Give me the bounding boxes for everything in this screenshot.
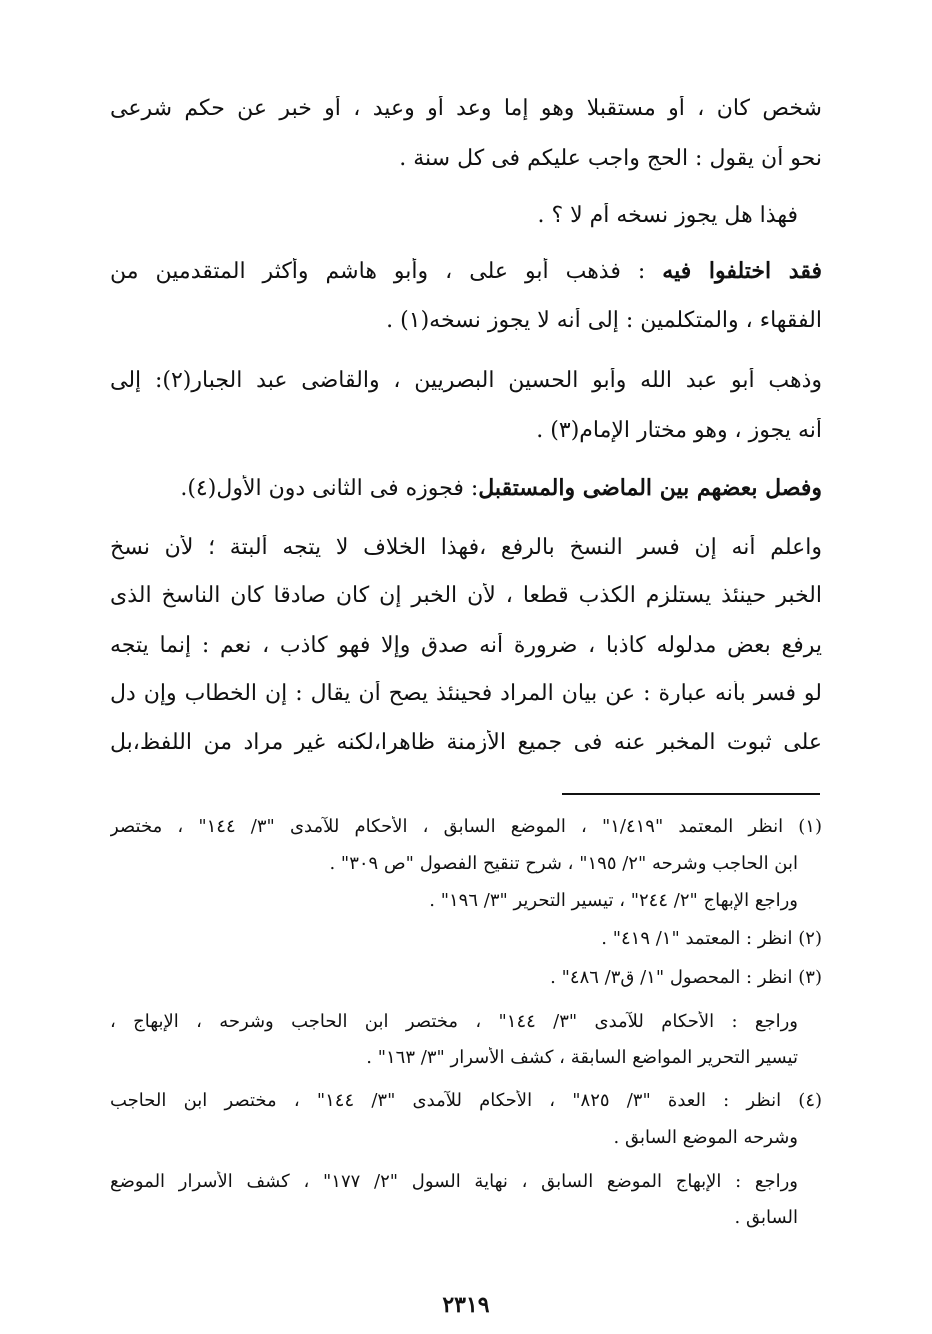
body-line-3: فهذا هل يجوز نسخه أم لا ؟ . <box>537 203 798 228</box>
page-number: ٢٣١٩ <box>442 1292 490 1318</box>
body-line-2: نحو أن يقول : الحج واجب عليكم فى كل سنة . <box>399 146 822 171</box>
bold-lead-text: فقد اختلفوا فيه <box>662 258 822 284</box>
footnote-line-8: (٤) انظر : العدة "٣/ ٨٢٥" ، الأحكام للآمدى "٣/ ١٤٤" ، مختصر ابن الحاجب <box>110 1090 822 1111</box>
body-line-9: واعلم أنه إن فسر النسخ بالرفع ،فهذا الخلاف لا يتجه ألبتة ؛ لأن نسخ <box>110 535 822 560</box>
body-line-13: على ثبوت المخبر عنه فى جميع الأزمنة ظاهرا،لكنه غير مراد من اللفظ،بل <box>110 730 822 755</box>
footnote-line-5: (٣) انظر : المحصول "١/ ق٣/ ٤٨٦" . <box>550 967 822 988</box>
footnote-separator <box>562 793 820 795</box>
lead-rest-text: : فجوزه فى الثانى دون الأول(٤). <box>180 476 479 501</box>
body-line-4 <box>110 258 822 285</box>
body-line-1: شخص كان ، أو مستقبلا وهو إما وعد أو وعيد ، أو خبر عن حكم شرعى <box>110 96 822 121</box>
footnote-line-3: وراجع الإبهاج "٢/ ٢٤٤" ، تيسير التحرير "٣/ ١٩٦" . <box>429 890 798 911</box>
body-line-12: لو فسر بأنه عبارة : عن بيان المراد فحينئذ يصح أن يقال : إن الخطاب وإن دل <box>110 681 822 706</box>
footnote-line-10: وراجع : الإبهاج الموضع السابق ، نهاية السول "٢/ ١٧٧" ، كشف الأسرار الموضع <box>110 1171 798 1192</box>
body-line-11: يرفع بعض مدلوله كاذبا ، ضرورة أنه صدق وإلا فهو كاذب ، نعم : إنما يتجه <box>110 633 822 658</box>
body-line-5: الفقهاء ، والمتكلمين : إلى أنه لا يجوز نسخه(١) . <box>386 308 822 333</box>
footnote-line-6: وراجع : الأحكام للآمدى "٣/ ١٤٤" ، مختصر ابن الحاجب وشرحه ، الإبهاج ، <box>110 1011 798 1032</box>
footnote-line-9: وشرحه الموضع السابق . <box>613 1127 798 1148</box>
footnote-line-2: ابن الحاجب وشرحه "٢/ ١٩٥" ، شرح تنقيح الفصول "ص ٣٠٩" . <box>329 853 798 874</box>
body-line-10: الخبر حينئذ يستلزم الكذب قطعا ، لأن الخبر إن كان صادقا كان الناسخ الذى <box>110 583 822 608</box>
lead-rest-text: : فذهب أبو على ، وأبو هاشم وأكثر المتقدمين من <box>110 259 663 284</box>
body-line-8 <box>110 475 822 502</box>
footnote-line-7: تيسير التحرير المواضع السابقة ، كشف الأسرار "٣/ ١٦٣" . <box>366 1047 798 1068</box>
bold-lead-text: وفصل بعضهم بين الماضى والمستقبل <box>478 475 822 501</box>
body-line-6: وذهب أبو عبد الله وأبو الحسين البصريين ، والقاضى عبد الجبار(٢): إلى <box>110 368 822 393</box>
footnote-line-4: (٢) انظر : المعتمد "١/ ٤١٩" . <box>601 928 822 949</box>
footnote-line-1: (١) انظر المعتمد "١/٤١٩" ، الموضع السابق ، الأحكام للآمدى "٣/ ١٤٤" ، مختصر <box>110 816 822 837</box>
footnote-line-11: السابق . <box>734 1207 798 1228</box>
body-line-7: أنه يجوز ، وهو مختار الإمام(٣) . <box>536 418 822 443</box>
